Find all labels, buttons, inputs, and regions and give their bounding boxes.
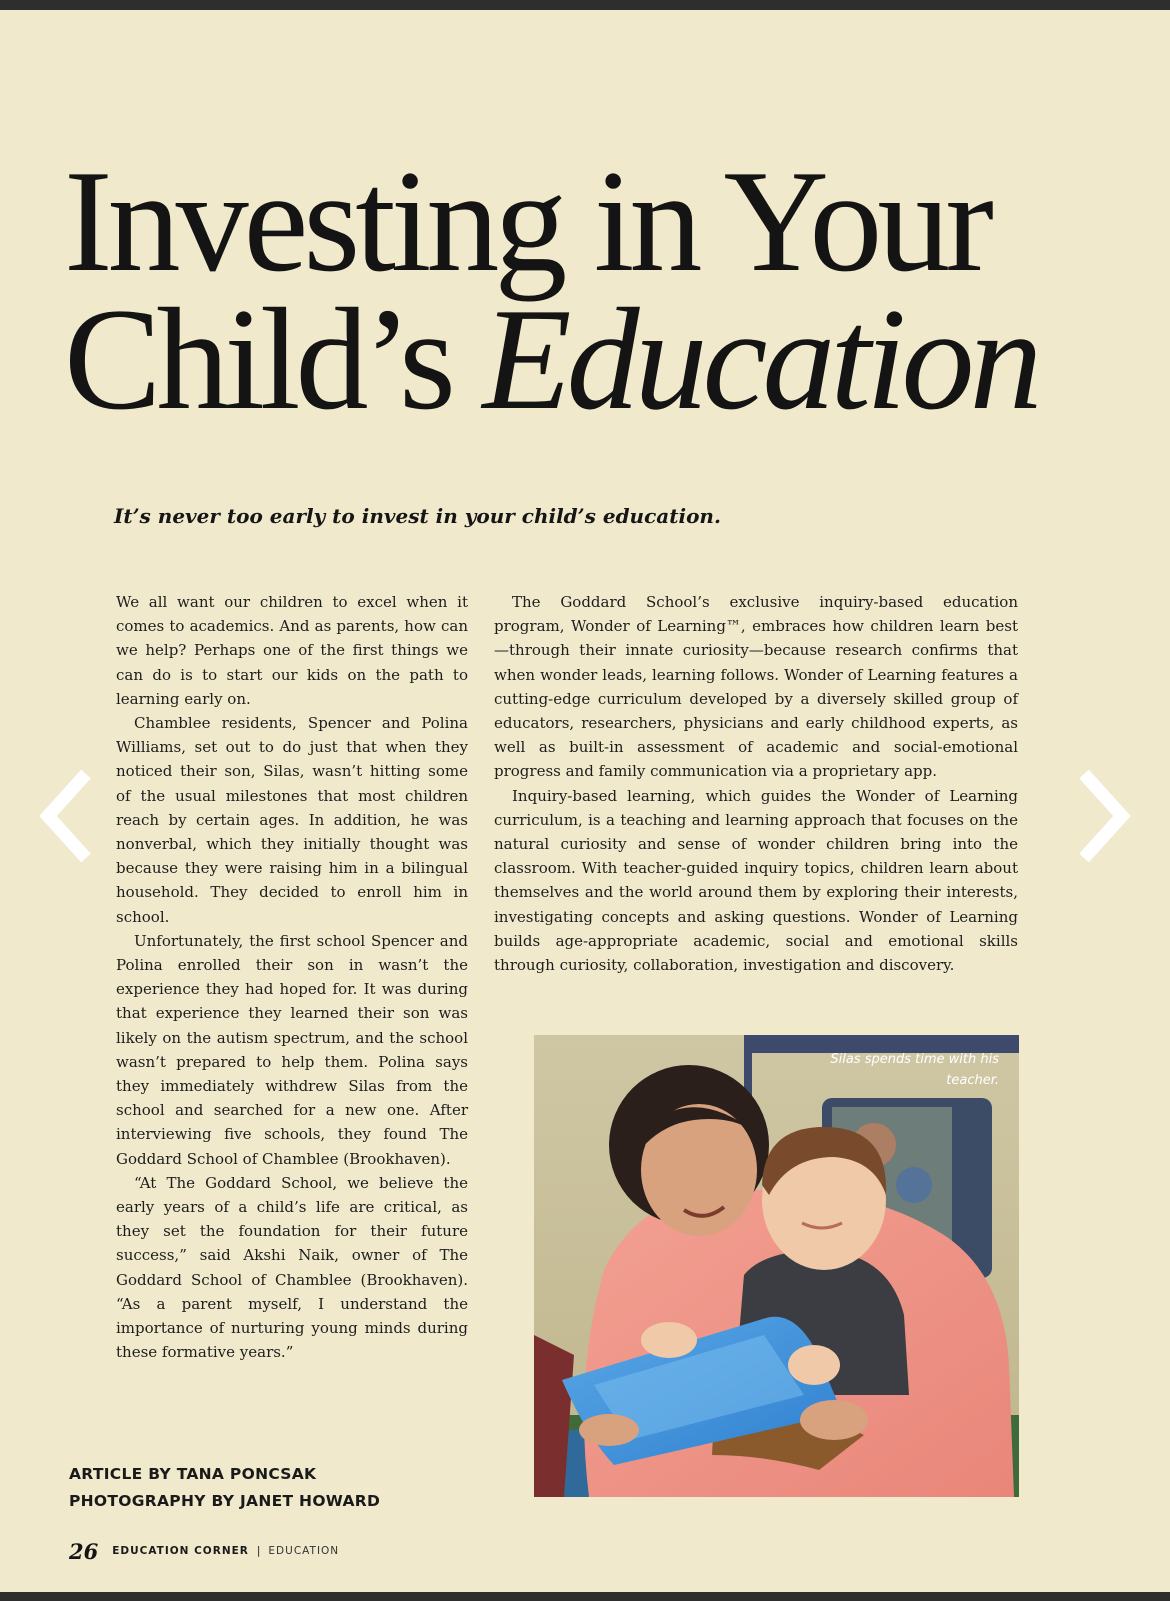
paragraph: The Goddard School’s exclusive inquiry-based education program, Wonder of Learning™, embraces how children learn best—through their innate curiosity—because research confirms that when wonder leads, learning follows. Wonder of Learning features a cutting-edge curriculum developed by a diversely skilled group of educators, researchers, physicians and early childhood experts, as well as built-in assessment of academic and social-emotional progress and family communication via a proprietary app. — [494, 593, 1018, 781]
paragraph: We all want our children to excel when it comes to academics. And as parents, how can we help? Perhaps one of the first things we can do is to start our kids on the path to learning early on. — [116, 593, 468, 708]
magazine-page — [0, 10, 1170, 1592]
paragraph: Inquiry-based learning, which guides the Wonder of Learning curriculum, is a teaching and learning approach that focuses on the natural curiosity and sense of wonder children bring into the classroom. With teacher-guided inquiry topics, children learn about themselves and the world around them by exploring their interests, investigating concepts and asking questions. Wonder of Learning builds age-appropriate academic, social and emotional skills through curiosity, collaboration, investigation and discovery. — [494, 786, 1018, 975]
subsection-name: EDUCATION — [268, 1545, 340, 1557]
page-number: 26 — [69, 1538, 99, 1564]
headline-line-2 — [64, 278, 1124, 440]
headline-roman: Child’s — [64, 278, 483, 440]
paragraph: Chamblee residents, Spencer and Polina Williams, set out to do just that when they noticed their son, Silas, wasn’t hitting some of the usual milestones that most children reach by certain ages. In addition, he was nonverbal, which they initially thought was because they were raising him in a bilingual household. They decided to enroll him in school. — [116, 714, 468, 926]
article-headline — [64, 140, 1124, 440]
credits — [69, 1461, 380, 1515]
previous-page-button[interactable] — [36, 766, 96, 866]
page-footer — [69, 1536, 339, 1566]
body-column-left — [116, 590, 468, 1365]
article-deck: It’s never too early to invest in your child’s education. — [114, 504, 721, 528]
photo-illustration — [534, 1035, 1019, 1497]
headline-italic: Education — [482, 278, 1038, 440]
body-column-right — [494, 590, 1018, 977]
next-page-button[interactable] — [1074, 766, 1134, 866]
chevron-left-icon — [36, 766, 96, 866]
paragraph: “At The Goddard School, we believe the early years of a child’s life are critical, as they set the foundation for their future success,” said Akshi Naik, owner of The Goddard School of Chamblee (Brookhaven). “As a parent myself, I understand the importance of nurturing young minds during these formative years.” — [116, 1173, 468, 1362]
section-name: EDUCATION CORNER — [112, 1545, 249, 1557]
photography-credit: PHOTOGRAPHY BY JANET HOWARD — [69, 1492, 381, 1510]
article-photo — [534, 1035, 1019, 1497]
article-credit: ARTICLE BY TANA PONCSAK — [69, 1465, 317, 1483]
photo-caption: Silas spends time with his teacher. — [830, 1052, 999, 1088]
headline-line-1: Investing in Your — [64, 140, 989, 302]
paragraph: Unfortunately, the first school Spencer and Polina enrolled their son in wasn’t the experience they had hoped for. It was during that experience they learned their son was likely on the autism spectrum, and the school wasn’t prepared to help them. Polina says they immediately withdrew Silas from the school and searched for a new one. After interviewing five schools, they found The Goddard School of Chamblee (Brookhaven). — [116, 931, 468, 1168]
footer-separator: | — [256, 1545, 261, 1557]
chevron-right-icon — [1074, 766, 1134, 866]
